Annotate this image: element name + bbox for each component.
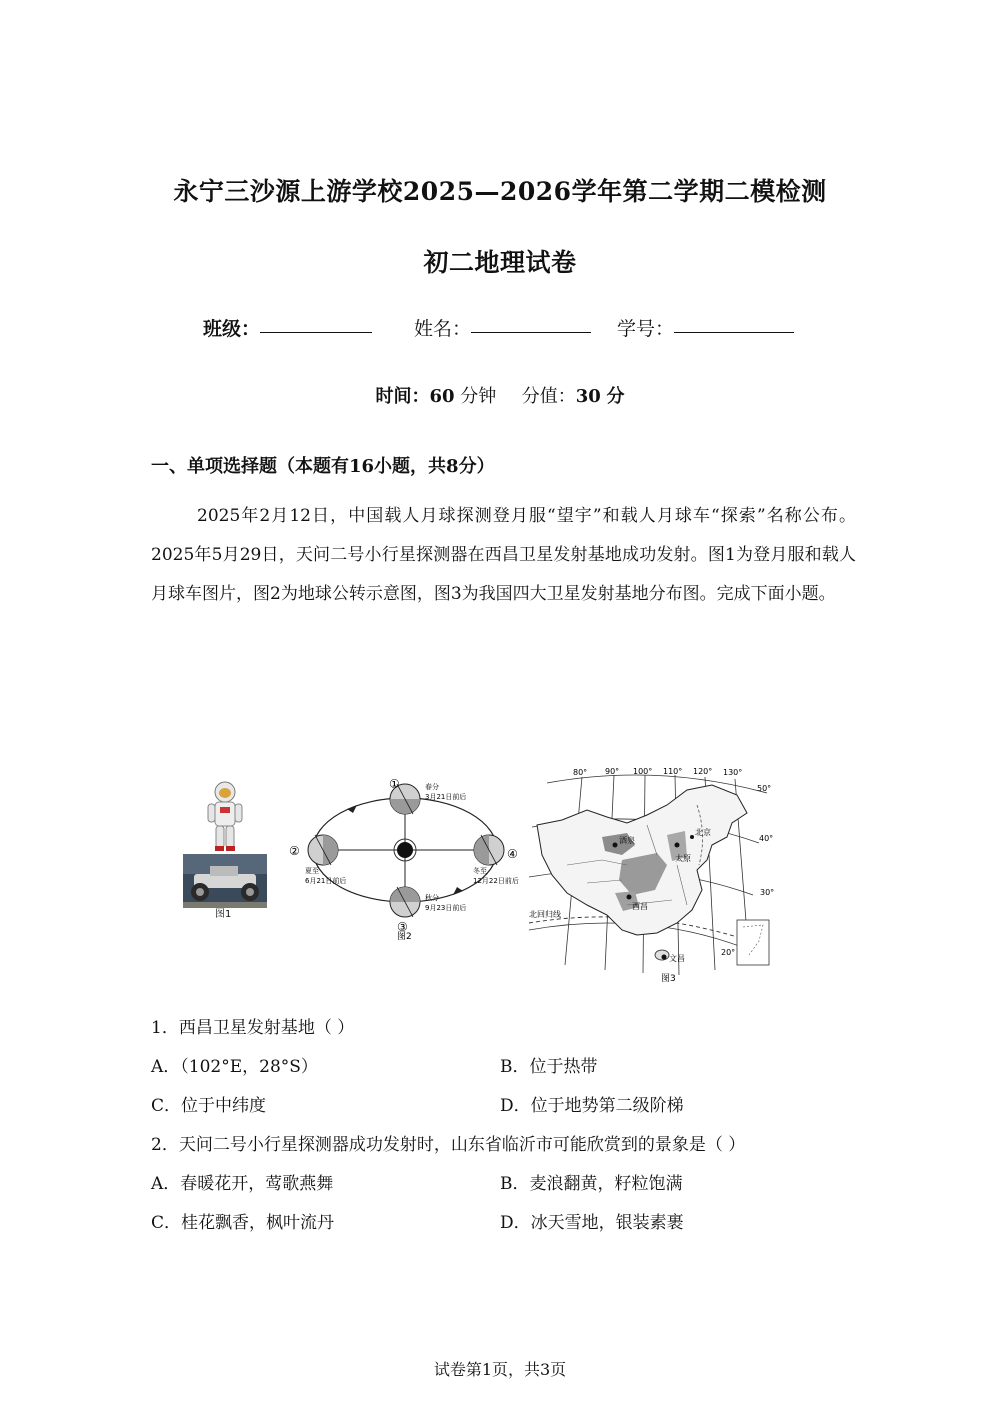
beijing-marker xyxy=(690,835,694,839)
time-label: 时间： xyxy=(375,386,430,407)
figure-3-caption: 图3 xyxy=(661,974,676,984)
wenchang-marker xyxy=(662,955,667,960)
score-unit: 分 xyxy=(606,386,625,407)
summer-label: 夏至 xyxy=(305,867,319,875)
xichang-marker xyxy=(627,895,632,900)
astronaut-icon xyxy=(208,782,242,851)
autumn-date: 9月23日前后 xyxy=(425,904,467,912)
page-footer: 试卷第1页，共3页 xyxy=(433,1360,567,1379)
winter-label: 冬至 xyxy=(473,867,487,875)
lon-80-label: 80° xyxy=(573,768,588,777)
south-china-sea-inset xyxy=(737,920,769,965)
figure-1 xyxy=(180,778,270,923)
question-1-option-d[interactable]: D．位于地势第二级阶梯 xyxy=(500,1096,684,1116)
class-label: 班级： xyxy=(203,318,261,340)
figure-2-caption: 图2 xyxy=(397,932,412,942)
time-unit: 分钟 xyxy=(460,386,497,407)
score-label: 分值： xyxy=(521,386,576,407)
question-1-option-b[interactable]: B．位于热带 xyxy=(500,1057,598,1077)
section-heading: 一、单项选择题（本题有16小题，共8分） xyxy=(151,456,495,477)
lon-110-label: 110° xyxy=(663,767,683,776)
taiyuan-marker xyxy=(675,843,680,848)
question-2-option-d[interactable]: D．冰天雪地，银装素裹 xyxy=(500,1213,684,1233)
launch-sites-map xyxy=(527,765,782,987)
lon-130-label: 130° xyxy=(723,768,743,777)
time-score-row xyxy=(0,382,1000,408)
lat-50-label: 50° xyxy=(757,784,772,793)
student-info-row xyxy=(0,314,1000,344)
position-4-label: ④ xyxy=(507,847,518,861)
position-1-label: ① xyxy=(389,777,400,791)
class-blank[interactable] xyxy=(260,314,372,333)
question-2-option-a[interactable]: A．春暖花开，莺歌燕舞 xyxy=(151,1174,334,1194)
intro-text: 2025年2月12日，中国载人月球探测登月服“望宇”和载人月球车“探索”名称公布。2025年5月29日，天问二号小行星探测器在西昌卫星发射基地成功发射。图1为登月服和载人月球车图片，图2为地球公转示意图，图3为我国四大卫星发射基地分布图。完成下面小题。 xyxy=(151,506,856,604)
lunar-rover-icon xyxy=(183,854,267,908)
wenchang-label: 文昌 xyxy=(669,954,685,963)
lon-120-label: 120° xyxy=(693,767,713,776)
question-1-option-c[interactable]: C．位于中纬度 xyxy=(151,1096,267,1116)
sun-icon xyxy=(397,842,413,858)
question-1-option-a[interactable]: A．（102°E，28°S） xyxy=(151,1057,318,1077)
beijing-label: 北京 xyxy=(695,828,711,837)
earth-position-2 xyxy=(308,835,338,865)
student-id-field xyxy=(617,314,674,341)
position-3-label: ③ xyxy=(397,920,408,934)
lon-100-label: 100° xyxy=(633,767,653,776)
name-label: 姓名： xyxy=(414,318,472,340)
time-value: 60 xyxy=(429,386,455,407)
earth-position-4 xyxy=(474,835,504,865)
spacesuit-rover-illustration xyxy=(180,778,270,923)
figure-3 xyxy=(527,765,782,987)
name-field xyxy=(414,314,471,341)
exam-title-line1: 永宁三沙源上游学校2025—2026学年第二学期二模检测 xyxy=(173,177,827,206)
summer-date: 6月21日前后 xyxy=(305,877,347,885)
figure-1-caption: 图1 xyxy=(215,909,232,920)
lat-40-label: 40° xyxy=(759,834,774,843)
student-id-label: 学号： xyxy=(617,318,675,340)
winter-date: 12月22日前后 xyxy=(473,877,519,885)
question-2-option-b[interactable]: B．麦浪翻黄，籽粒饱满 xyxy=(500,1174,683,1194)
autumn-label: 秋分 xyxy=(425,894,439,902)
score-value: 30 xyxy=(575,386,601,407)
taiyuan-label: 太原 xyxy=(675,854,691,863)
name-blank[interactable] xyxy=(471,314,591,333)
tropic-label: 北回归线 xyxy=(529,910,561,919)
student-id-blank[interactable] xyxy=(674,314,794,333)
question-2-option-c[interactable]: C．桂花飘香，枫叶流丹 xyxy=(151,1213,335,1233)
figure-2 xyxy=(285,773,525,948)
position-2-label: ② xyxy=(289,844,300,858)
spring-label: 春分 xyxy=(425,783,439,791)
jiuquan-marker xyxy=(613,843,618,848)
exam-title-line2: 初二地理试卷 xyxy=(423,248,577,277)
xichang-label: 西昌 xyxy=(632,902,648,911)
jiuquan-label: 酒泉 xyxy=(619,836,635,845)
intro-paragraph xyxy=(151,497,856,614)
earth-position-3 xyxy=(390,887,420,917)
lat-30-label: 30° xyxy=(760,888,775,897)
lat-20-label: 20° xyxy=(721,948,736,957)
earth-revolution-diagram xyxy=(285,773,525,948)
class-field xyxy=(203,314,260,341)
question-1-stem: 1．西昌卫星发射基地（ ） xyxy=(151,1018,355,1038)
lon-90-label: 90° xyxy=(605,767,620,776)
question-2-stem: 2．天问二号小行星探测器成功发射时，山东省临沂市可能欣赏到的景象是（ ） xyxy=(151,1135,746,1155)
spring-date: 3月21日前后 xyxy=(425,793,467,801)
